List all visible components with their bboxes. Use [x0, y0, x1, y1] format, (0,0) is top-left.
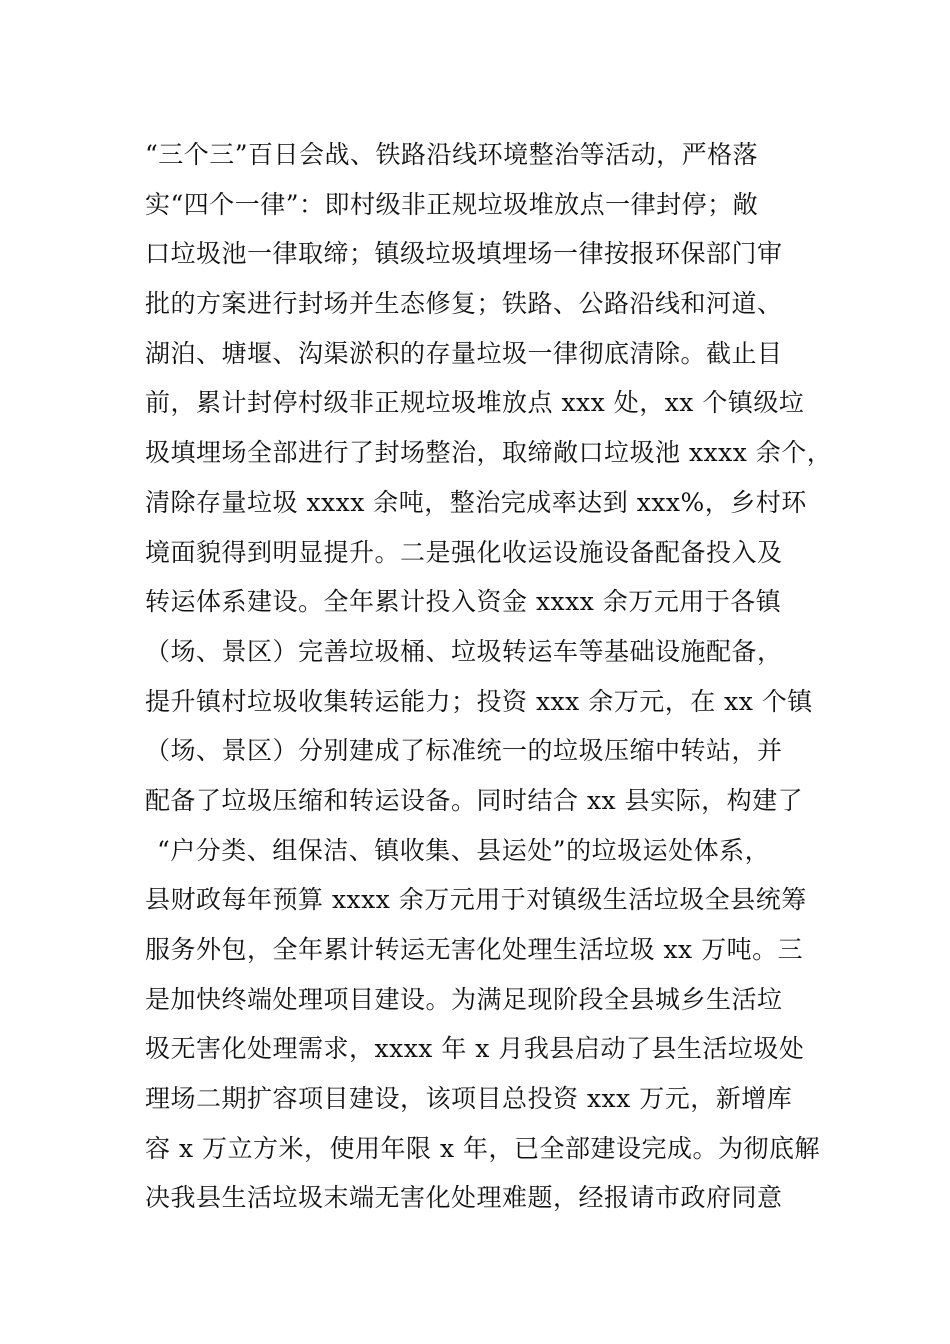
text-line: “三个三”百日会战、铁路沿线环境整治等活动，严格落 [145, 140, 759, 169]
text-line: 湖泊、塘堰、沟渠淤积的存量垃圾一律彻底清除。截止目 [145, 338, 783, 368]
text-line: （场、景区）分别建成了标准统一的垃圾压缩中转站，并 [145, 736, 783, 766]
text-line: 清除存量垃圾 xxxx 余吨，整治完成率达到 xxx%，乡村环 [145, 487, 807, 517]
text-line: 圾无害化处理需求，xxxx 年 x 月我县启动了县生活垃圾处 [145, 1034, 805, 1064]
text-line: 前，累计封停村级非正规垃圾堆放点 xxx 处，xx 个镇级垃 [145, 388, 805, 418]
text-line: （场、景区）完善垃圾桶、垃圾转运车等基础设施配备， [145, 636, 783, 666]
text-line: 转运体系建设。全年累计投入资金 xxxx 余万元用于各镇 [145, 587, 782, 617]
text-line: 容 x 万立方米，使用年限 x 年，已全部建设完成。为彻底解 [145, 1133, 820, 1163]
text-line: 理场二期扩容项目建设，该项目总投资 xxx 万元，新增库 [145, 1084, 793, 1114]
text-line: “户分类、组保洁、镇收集、县运处”的垃圾运处体系， [157, 835, 771, 865]
text-line: 境面貌得到明显提升。二是强化收运设施设备配备投入及 [145, 537, 783, 567]
text-line: 批的方案进行封场并生态修复；铁路、公路沿线和河道、 [145, 289, 783, 319]
text-line: 决我县生活垃圾末端无害化处理难题，经报请市政府同意 [145, 1183, 783, 1213]
text-line: 县财政每年预算 xxxx 余万元用于对镇级生活垃圾全县统筹 [145, 885, 807, 915]
text-line: 圾填埋场全部进行了封场整治，取缔敞口垃圾池 xxxx 余个， [145, 438, 833, 468]
text-line: 口垃圾池一律取缔；镇级垃圾填埋场一律按报环保部门审 [145, 239, 783, 269]
text-line: 是加快终端处理项目建设。为满足现阶段全县城乡生活垃 [145, 984, 783, 1014]
body-paragraph [145, 130, 845, 1223]
text-line: 服务外包，全年累计转运无害化处理生活垃圾 xx 万吨。三 [145, 935, 804, 964]
text-line: 实“四个一律”：即村级非正规垃圾堆放点一律封停；敞 [145, 189, 759, 219]
text-line: 提升镇村垃圾收集转运能力；投资 xxx 余万元，在 xx 个镇 [145, 686, 813, 716]
text-line: 配备了垃圾压缩和转运设备。同时结合 xx 县实际，构建了 [145, 785, 804, 815]
